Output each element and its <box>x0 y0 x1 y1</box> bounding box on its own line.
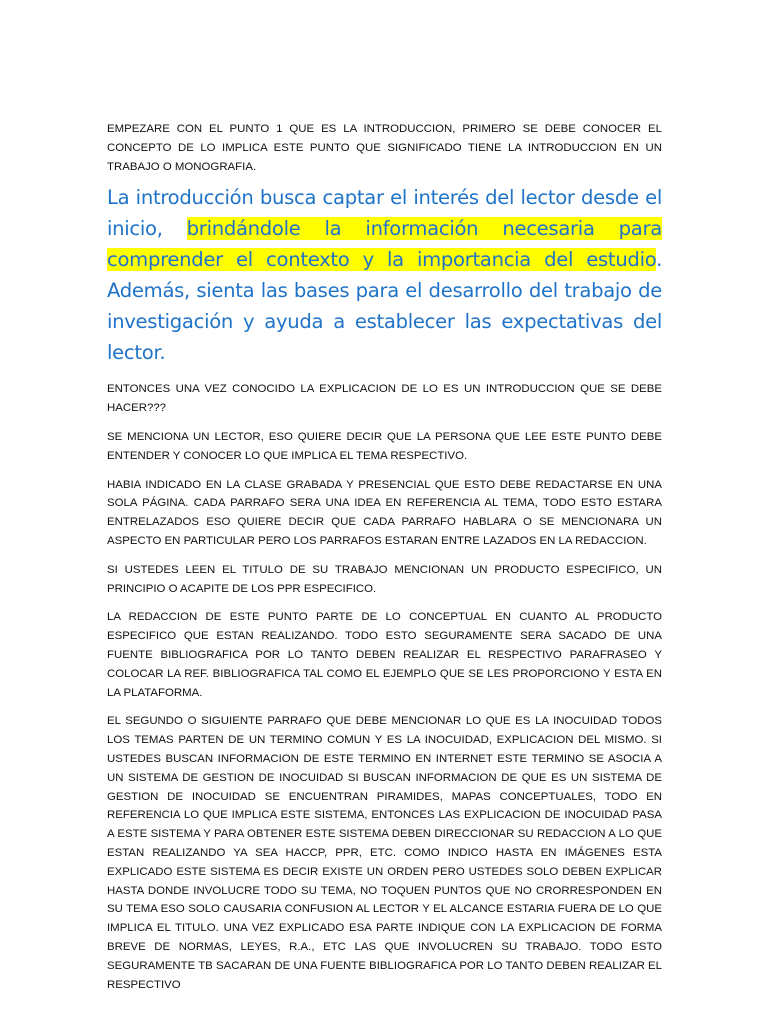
document-body <box>107 120 662 1004</box>
intro-paragraph: EMPEZARE CON EL PUNTO 1 QUE ES LA INTRODUCCION, PRIMERO SE DEBE CONOCER EL CONCEPTO DE LO IMPLICA ESTE PUNTO QUE SIGNIFICADO TIENE LA INTRODUCCION EN UN TRABAJO O MONOGRAFIA. <box>107 123 662 173</box>
paragraph-conceptual: LA REDACCION DE ESTE PUNTO PARTE DE LO CONCEPTUAL EN CUANTO AL PRODUCTO ESPECIFICO QUE ESTAN REALIZANDO. TODO ESTO SEGURAMENTE SERA SACADO DE UNA FUENTE BIBLIOGRAFICA POR LO TANTO DEBEN REALIZAR EL RESPECTIVO PARAFRASEO Y COLOCAR LA REF. BIBLIOGRAFICA TAL COMO EL EJEMPLO QUE SE LES PROPORCIONO Y ESTA EN LA PLATAFORMA. <box>107 611 662 699</box>
paragraph-inocuidad: EL SEGUNDO O SIGUIENTE PARRAFO QUE DEBE MENCIONAR LO QUE ES LA INOCUIDAD TODOS LOS TEMAS PARTEN DE UN TERMINO COMUN Y ES LA INOCUIDAD, EXPLICACION DEL MISMO. SI USTEDES BUSCAN INFORMACION DE ESTE TERMINO EN INTERNET ESTE TERMINO SE ASOCIA A UN SISTEMA DE GESTION DE INOCUIDAD SI BUSCAN INFORMACION DE QUE ES UN SISTEMA DE GESTION DE INOCUIDAD SE ENCUENTRAN PIRAMIDES, MAPAS CONCEPTUALES, TODO EN REFERENCIA LO QUE IMPLICA ESTE SISTEMA, ENTONCES LAS EXPLICACION DE INOCUIDAD PASA A ESTE SISTEMA Y PARA OBTENER ESTE SISTEMA DEBEN DIRECCIONAR SU REDACCION A LO QUE ESTAN REALIZANDO YA SEA HACCP, PPR, ETC. COMO INDICO HASTA EN IMÁGENES ESTA EXPLICADO ESTE SISTEMA ES DECIR EXISTE UN ORDEN PERO USTEDES SOLO DEBEN EXPLICAR HASTA DONDE INVOLUCRE TODO SU TEMA, NO TOQUEN PUNTOS QUE NO CRORRESPONDEN EN SU TEMA ESO SOLO CAUSARIA CONFUSION AL LECTOR Y EL ALCANCE ESTARIA FUERA DE LO QUE IMPLICA EL TITULO. UNA VEZ EXPLICADO ESA PARTE INDIQUE CON LA EXPLICACION DE FORMA BREVE DE NORMAS, LEYES, R.A., ETC LAS QUE INVOLUCREN SU TRABAJO. TODO ESTO SEGURAMENTE TB SACARAN DE UNA FUENTE BIBLIOGRAFICA POR LO TANTO DEBEN REALIZAR EL RESPECTIVO <box>107 715 662 991</box>
definition-text-end: . Además, sienta las bases para el desarrollo del trabajo de investigación y ayuda a establecer las expectativas del lector. <box>107 248 662 365</box>
paragraph-single-page: HABIA INDICADO EN LA CLASE GRABADA Y PRESENCIAL QUE ESTO DEBE REDACTARSE EN UNA SOLA PÁGINA. CADA PARRAFO SERA UNA IDEA EN REFERENCIA AL TEMA, TODO ESTO ESTARA ENTRELAZADOS ESO QUIERE DECIR QUE CADA PARRAFO HABLARA O SE MENCIONARA UN ASPECTO EN PARTICULAR PERO LOS PARRAFOS ESTARAN ENTRE LAZADOS EN LA REDACCION. <box>107 478 662 547</box>
paragraph-question: ENTONCES UNA VEZ CONOCIDO LA EXPLICACION DE LO ES UN INTRODUCCION QUE SE DEBE HACER??? <box>107 383 662 415</box>
paragraph-title: SI USTEDES LEEN EL TITULO DE SU TRABAJO MENCIONAN UN PRODUCTO ESPECIFICO, UN PRINCIPIO O ACAPITE DE LOS PPR ESPECIFICO. <box>107 563 662 595</box>
highlighted-text: brindándole la información necesaria para comprender el contexto y la importancia del estudio <box>107 217 662 272</box>
definition-text-start: La introducción busca captar el interés del lector desde el inicio, <box>107 186 662 241</box>
paragraph-reader: SE MENCIONA UN LECTOR, ESO QUIERE DECIR QUE LA PERSONA QUE LEE ESTE PUNTO DEBE ENTENDER Y CONOCER LO QUE IMPLICA EL TEMA RESPECTIVO. <box>107 430 662 462</box>
introduction-definition <box>107 182 662 368</box>
